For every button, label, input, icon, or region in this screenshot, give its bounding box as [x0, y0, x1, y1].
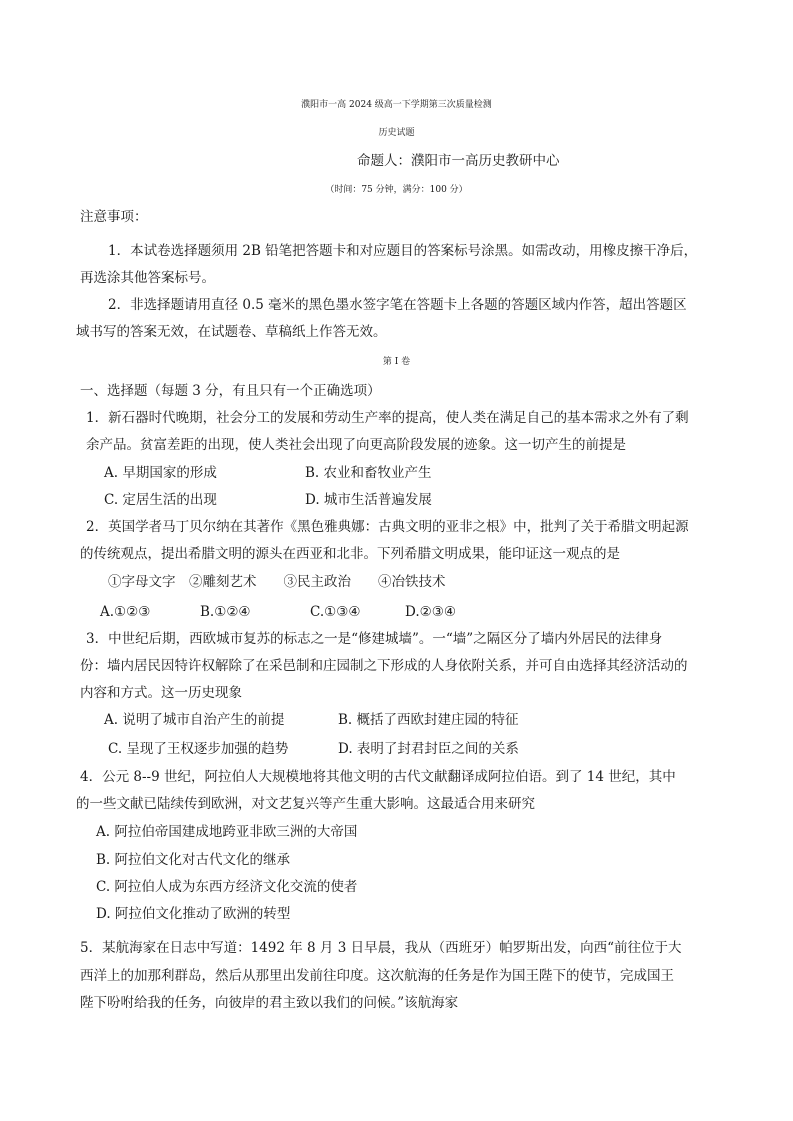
option-a: A. 阿拉伯帝国建成地跨亚非欧三洲的大帝国 — [96, 824, 358, 840]
question-stem-cont: 的传统观点，提出希腊文明的源头在西亚和北非。下列希腊文明成果，能印证这一观点的是 — [80, 546, 620, 562]
note-1: 1．本试卷选择题须用 2B 铅笔把答题卡和对应题目的答案标号涂黑。如需改动，用橡皮擦干净后， — [108, 243, 698, 259]
question-stem: 4．公元 8--9 世纪，阿拉伯人大规模地将其他文明的古代文献翻译成阿拉伯语。到了 14 世纪，其中 — [80, 769, 676, 785]
option-d: D.②③④ — [405, 604, 456, 620]
option-b: B.①②④ — [200, 604, 251, 620]
question-stem-cont: 陛下吩咐给我的任务，向彼岸的君主致以我们的问候。”该航海家 — [80, 995, 459, 1011]
note-1-cont: 再选涂其他答案标号。 — [80, 270, 215, 286]
note-2: 2．非选择题请用直径 0.5 毫米的黑色墨水签字笔在答题卡上各题的答题区域内作答，超出答题区 — [108, 297, 687, 313]
option-a: A. 说明了城市自治产生的前提 — [104, 712, 285, 728]
notes-heading: 注意事项： — [80, 209, 148, 225]
option-c: C. 呈现了王权逐步加强的趋势 — [108, 741, 289, 757]
statement-items: ①字母文字 ②雕刻艺术 ③民主政治 ④冶铁技术 — [108, 574, 446, 590]
time-and-score: （时间：75 分钟，满分：100 分） — [325, 185, 468, 195]
question-stem: 1．新石器时代晚期，社会分工的发展和劳动生产率的提高，使人类在满足自己的基本需求之外有了剩 — [86, 410, 689, 426]
option-a: A.①②③ — [100, 604, 151, 620]
option-d: D. 表明了封君封臣之间的关系 — [338, 741, 519, 757]
question-stem-cont: 的一些文献已陆续传到欧洲，对文艺复兴等产生重大影响。这最适合用来研究 — [76, 796, 535, 812]
subject-title: 历史试题 — [378, 128, 415, 138]
option-d: D. 阿拉伯文化推动了欧洲的转型 — [96, 906, 291, 922]
question-stem-cont: 余产品。贫富差距的出现，使人类社会出现了向更高阶段发展的迹象。这一切产生的前提是 — [86, 437, 626, 453]
question-stem-cont: 份：墙内居民因特许权解除了在采邑制和庄园制之下形成的人身依附关系，并可自由选择其经济活动的 — [80, 658, 688, 674]
option-c: C. 定居生活的出现 — [104, 492, 217, 508]
section-heading: 一、选择题（每题 3 分，有且只有一个正确选项） — [80, 383, 381, 399]
option-b: B. 概括了西欧封建庄园的特征 — [338, 712, 519, 728]
question-stem-cont: 内容和方式。这一历史现象 — [80, 685, 242, 701]
volume-heading: 第 I 卷 — [382, 357, 411, 367]
question-setter: 命题人：濮阳市一高历史教研中心 — [357, 153, 560, 169]
option-c: C.①③④ — [310, 604, 361, 620]
exam-title: 濮阳市一高 2024 级高一下学期第三次质量检测 — [301, 100, 492, 110]
option-d: D. 城市生活普遍发展 — [305, 492, 432, 508]
option-b: B. 阿拉伯文化对古代文化的继承 — [96, 852, 291, 868]
question-stem: 2．英国学者马丁贝尔纳在其著作《黑色雅典娜：古典文明的亚非之根》中，批判了关于希腊文明起源 — [86, 519, 689, 535]
option-a: A. 早期国家的形成 — [104, 465, 217, 481]
question-stem-cont: 西洋上的加那利群岛，然后从那里出发前往印度。这次航海的任务是作为国王陛下的使节，完成国王 — [80, 968, 674, 984]
question-stem: 3．中世纪后期，西欧城市复苏的标志之一是“修建城墙”。一“墙”之隔区分了墙内外居民的法律身 — [86, 631, 663, 647]
question-stem: 5．某航海家在日志中写道：1492 年 8 月 3 日早晨，我从（西班牙）帕罗斯出发，向西“前往位于大 — [80, 940, 682, 956]
option-c: C. 阿拉伯人成为东西方经济文化交流的使者 — [96, 879, 358, 895]
option-b: B. 农业和畜牧业产生 — [305, 465, 432, 481]
note-2-cont: 域书写的答案无效，在试题卷、草稿纸上作答无效。 — [76, 324, 387, 340]
